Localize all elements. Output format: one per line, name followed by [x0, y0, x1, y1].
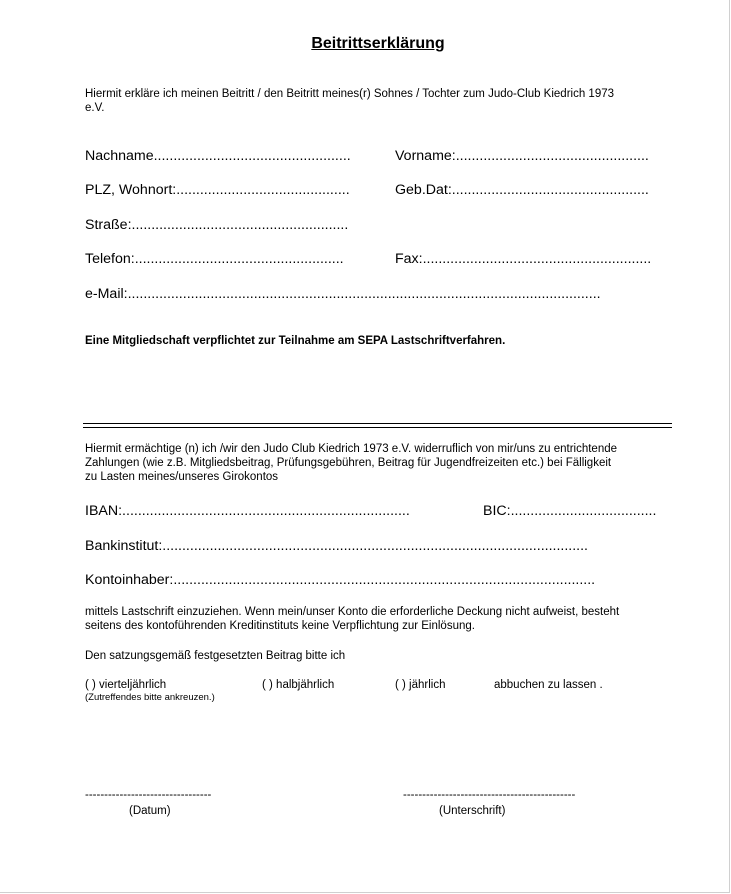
mandate-line-3: zu Lasten meines/unseres Girokontos: [85, 471, 279, 483]
intro-line-1: Hiermit erkläre ich meinen Beitritt / den Beitritt meines(r) Sohnes / Tochter zum Judo-Club Kiedrich 1973: [85, 88, 615, 100]
signature-label: (Unterschrift): [439, 805, 506, 817]
option-suffix: abbuchen zu lassen .: [494, 679, 603, 691]
field-bankinstitut[interactable]: Bankinstitut:............................................................................................................: [85, 538, 588, 554]
option-vierteljaehrlich[interactable]: ( ) vierteljährlich: [85, 679, 167, 691]
field-vorname[interactable]: Vorname:.................................................: [395, 148, 649, 164]
field-fax[interactable]: Fax:..........................................................: [395, 251, 652, 267]
lastschrift-line-2: seitens des kontoführenden Kreditinstituts keine Verpflichtung zur Einlösung.: [85, 620, 475, 632]
date-line[interactable]: ---------------------------------: [85, 789, 212, 801]
field-telefon[interactable]: Telefon:.....................................................: [85, 251, 344, 267]
field-nachname[interactable]: Nachname..................................................: [85, 148, 351, 164]
field-geburtsdatum[interactable]: Geb.Dat:..................................................: [395, 182, 649, 198]
field-strasse[interactable]: Straße:.......................................................: [85, 217, 349, 233]
section-divider: [83, 423, 672, 428]
mandate-line-2: Zahlungen (wie z.B. Mitgliedsbeitrag, Prüfungsgebühren, Beitrag für Jugendfreizeiten etc.) bei Fälligkeit: [85, 457, 612, 469]
hint-text: (Zutreffendes bitte ankreuzen.): [85, 692, 215, 703]
intro-line-2: e.V.: [85, 102, 105, 114]
option-halbjaehrlich[interactable]: ( ) halbjährlich: [262, 679, 335, 691]
lastschrift-line-1: mittels Lastschrift einzuziehen. Wenn mein/unser Konto die erforderliche Deckung nicht aufweist, besteht: [85, 606, 620, 618]
form-title: Beitrittserklärung: [311, 35, 445, 52]
signature-line[interactable]: ---------------------------------------------: [403, 789, 576, 801]
option-jaehrlich[interactable]: ( ) jährlich: [395, 679, 446, 691]
field-iban[interactable]: IBAN:.........................................................................: [85, 503, 410, 519]
sepa-notice: Eine Mitgliedschaft verpflichtet zur Teilnahme am SEPA Lastschriftverfahren.: [85, 335, 506, 347]
field-bic[interactable]: BIC:.....................................: [483, 503, 657, 519]
field-email[interactable]: e-Mail:........................................................................................................................: [85, 286, 601, 302]
field-plz-wohnort[interactable]: PLZ, Wohnort:............................................: [85, 182, 350, 198]
field-kontoinhaber[interactable]: Kontoinhaber:...........................................................................................................: [85, 572, 596, 588]
mandate-line-1: Hiermit ermächtige (n) ich /wir den Judo Club Kiedrich 1973 e.V. widerruflich von mir/uns zu entrichtende: [85, 443, 618, 455]
date-label: (Datum): [129, 805, 171, 817]
beitrag-intro: Den satzungsgemäß festgesetzten Beitrag bitte ich: [85, 650, 346, 662]
